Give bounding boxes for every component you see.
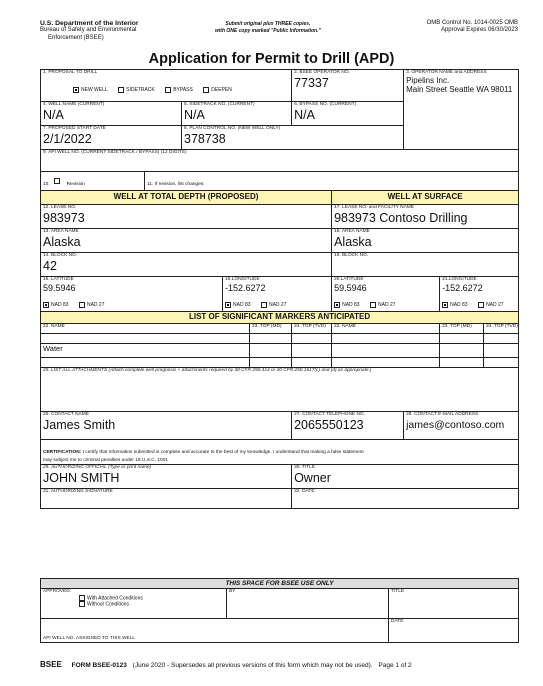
contact-email-label: 28. CONTACT E-MAIL ADDRESS <box>406 412 479 417</box>
surface-lease-value: 983973 Contoso Drilling <box>334 211 468 225</box>
marker-tvd-cell[interactable] <box>484 358 519 368</box>
attachments-cell[interactable] <box>41 368 519 412</box>
checkbox-new-well[interactable] <box>73 87 79 93</box>
api-well-label: 9. API WELL NO. (CURRENT SIDETRACK / BYPASS) (12 DIGITS) <box>43 150 187 155</box>
markers-row <box>41 344 519 358</box>
well-name-value: N/A <box>43 108 64 122</box>
well-name-label: 4. WELL NAME (CURRENT) <box>43 102 105 107</box>
certification-label: CERTIFICATION: <box>43 450 82 455</box>
marker-name-cell[interactable] <box>41 358 250 368</box>
surface-lon-nad27[interactable]: NAD 27 <box>478 302 504 308</box>
checkbox-sidetrack[interactable] <box>118 87 124 93</box>
markers-col-tvd-2: 24. TOP (TVD) <box>484 324 519 334</box>
operator-no-label: 2. BSEE OPERATOR NO. <box>294 70 350 75</box>
surface-longitude-cell[interactable] <box>440 277 519 312</box>
plan-control-value: 378738 <box>184 132 226 146</box>
proposal-cell <box>41 70 292 102</box>
submit-instructions <box>215 21 321 36</box>
depth-lat-nad27[interactable]: NAD 27 <box>79 302 105 308</box>
depth-area-label: 13. AREA NAME <box>43 229 79 234</box>
approved-cell <box>41 589 227 619</box>
attachments-label: 25. LIST ALL ATTACHMENTS (Attach complete well prognosis + attachments required by 30 CFR 250.414 or 30 CFR 250.1617(c) and (d) as appropriate.) <box>43 368 372 373</box>
official-title-value: Owner <box>294 471 331 485</box>
well-name-cell[interactable] <box>41 102 182 126</box>
surface-area-cell[interactable] <box>332 229 519 253</box>
surface-latitude-cell[interactable] <box>332 277 440 312</box>
surface-lat-nad83[interactable]: NAD 83 <box>334 302 360 308</box>
surface-section-title: WELL AT SURFACE <box>332 191 519 205</box>
depth-block-cell[interactable] <box>41 253 332 277</box>
submit-line-1: Submit original plus THREE copies, <box>225 21 311 27</box>
marker-name-cell[interactable] <box>41 334 250 344</box>
footer <box>40 660 412 669</box>
operator-name-cell[interactable] <box>404 70 519 150</box>
approval-expires: Approval Expires 06/30/2023 <box>440 27 518 34</box>
contact-phone-cell[interactable] <box>292 412 404 440</box>
bypass-no-label: 6. BYPASS NO. (CURRENT) <box>294 102 357 107</box>
footer-form: FORM BSEE-0123 <box>71 662 127 669</box>
marker-tvd-cell[interactable] <box>484 344 519 358</box>
marker-name-cell[interactable] <box>332 334 440 344</box>
official-name-cell[interactable] <box>41 465 292 489</box>
certification-cell <box>41 440 519 465</box>
marker-name-cell[interactable] <box>332 358 440 368</box>
marker-md-cell[interactable] <box>250 358 292 368</box>
depth-block-label: 14. BLOCK NO. <box>43 253 78 258</box>
by-cell[interactable] <box>227 589 389 619</box>
sidetrack-no-label: 5. SIDETRACK NO. (CURRENT) <box>184 102 255 107</box>
surface-lease-label: 17. LEASE NO. and FACILITY NAME <box>334 205 414 210</box>
depth-longitude-label: 16.LONGITUDE <box>225 277 260 282</box>
bsee-date-label: DATE <box>391 619 404 624</box>
markers-col-md-1: 23. TOP (MD) <box>250 324 292 334</box>
revision-changes-label: 11. If revision, list changes: <box>147 182 205 187</box>
sidetrack-no-cell[interactable] <box>182 102 292 126</box>
bureau-line-1: Bureau of Safety and Environmental <box>40 27 137 34</box>
operator-no-value: 77337 <box>294 76 329 90</box>
option-sidetrack[interactable]: SIDETRACK <box>118 87 155 93</box>
surface-latitude-label: 20.LATITUDE <box>334 277 364 282</box>
proposal-label: 1. PROPOSAL TO DRILL <box>43 70 98 75</box>
certification-text: CERTIFICATION: I certify that information submitted is complete and accurate to the best of my knowledge. I understand that making a false statement <box>43 450 364 455</box>
contact-name-label: 26. CONTACT NAME <box>43 412 89 417</box>
date-label: 32. DATE <box>294 489 315 494</box>
contact-name-cell[interactable] <box>41 412 292 440</box>
contact-email-cell[interactable] <box>404 412 519 440</box>
form-title: Application for Permit to Drill (APD) <box>148 51 395 67</box>
surface-area-value: Alaska <box>334 235 372 249</box>
depth-latitude-cell[interactable] <box>41 277 223 312</box>
bypass-no-value: N/A <box>294 108 315 122</box>
apd-form <box>40 69 519 509</box>
checkbox-deepen[interactable] <box>203 87 209 93</box>
start-date-label: 7. PROPOSED START DATE <box>43 126 106 131</box>
marker-name-cell[interactable] <box>332 344 440 358</box>
markers-col-tvd-1: 24. TOP (TVD) <box>292 324 332 334</box>
date-cell[interactable] <box>292 489 519 509</box>
agency-header <box>40 20 139 42</box>
markers-section-title: LIST OF SIGNIFICANT MARKERS ANTICIPATED <box>41 312 519 324</box>
depth-lon-nad83[interactable]: NAD 83 <box>225 302 251 308</box>
depth-longitude-value: -152.6272 <box>225 283 266 293</box>
revision-option: Revision <box>66 182 85 187</box>
plan-control-label: 8. PLAN CONTROL NO. (NEW WELL ONLY) <box>184 126 281 131</box>
api-assigned-label: API WELL NO. ASSIGNED TO THIS WELL <box>43 636 136 641</box>
by-label: BY <box>229 589 236 594</box>
approved-label: APPROVED: <box>43 589 71 594</box>
markers-col-md-2: 23. TOP (MD) <box>440 324 484 334</box>
depth-area-value: Alaska <box>43 235 81 249</box>
bsee-title-label: TITLE <box>391 589 405 594</box>
bsee-use-title: THIS SPACE FOR BSEE USE ONLY <box>41 579 519 589</box>
bypass-no-cell[interactable] <box>292 102 404 126</box>
depth-lease-label: 12. LEASE NO. <box>43 205 77 210</box>
marker-md-cell[interactable] <box>440 334 484 344</box>
contact-name-value: James Smith <box>43 418 116 432</box>
operator-name-value: Pipelins Inc. <box>406 76 450 85</box>
option-bypass[interactable]: BYPASS <box>165 87 193 93</box>
contact-email-value: james@contoso.com <box>406 419 505 431</box>
marker-name-cell[interactable] <box>41 344 250 358</box>
start-date-cell[interactable] <box>41 126 182 150</box>
operator-address-value: Main Street Seattle WA 98011 <box>406 85 513 94</box>
marker-md-cell[interactable] <box>250 334 292 344</box>
surface-lat-nad27[interactable]: NAD 27 <box>370 302 396 308</box>
official-title-label: 30. TITLE <box>294 465 316 470</box>
depth-longitude-cell[interactable] <box>223 277 332 312</box>
omb-control: OMB Control No. 1014-0025 OMB <box>426 20 518 26</box>
checkbox-bypass[interactable] <box>165 87 171 93</box>
bureau-line-2: Enforcement (BSEE) <box>48 34 104 41</box>
surface-lon-nad83[interactable]: NAD 83 <box>442 302 468 308</box>
submit-line-2: with ONE copy marked "Public Information." <box>215 28 321 35</box>
depth-latitude-label: 15. LATITUDE <box>43 277 74 282</box>
contact-phone-label: 27. CONTACT TELEPHONE NO. <box>294 412 365 417</box>
markers-col-name-2: 22. NAME <box>332 324 440 334</box>
markers-col-name-1: 22. NAME <box>41 324 250 334</box>
option-deepen[interactable]: DEEPEN <box>203 87 232 93</box>
depth-block-value: 42 <box>43 259 57 273</box>
signature-cell[interactable] <box>41 489 292 509</box>
surface-lease-cell[interactable] <box>332 205 519 229</box>
surface-longitude-value: -152.6272 <box>442 283 483 293</box>
official-title-cell[interactable] <box>292 465 519 489</box>
operator-name-label: 3. OPERATOR NAME and ADDRESS <box>406 70 487 75</box>
official-name-value: JOHN SMITH <box>43 471 120 485</box>
surface-longitude-label: 21.LONGITUDE <box>442 277 477 282</box>
checkbox-revision[interactable] <box>54 178 60 184</box>
depth-lat-nad83[interactable]: NAD 83 <box>43 302 69 308</box>
bsee-title-cell[interactable] <box>389 589 519 619</box>
depth-lon-nad27[interactable]: NAD 27 <box>261 302 287 308</box>
omb-block <box>427 20 518 35</box>
plan-control-cell[interactable] <box>182 126 404 150</box>
api-well-cell[interactable] <box>41 150 519 172</box>
depth-lease-cell[interactable] <box>41 205 332 229</box>
sidetrack-no-value: N/A <box>184 108 205 122</box>
depth-latitude-value: 59.5946 <box>43 283 76 293</box>
surface-latitude-value: 59.5946 <box>334 283 367 293</box>
official-name-label: 29. AUTHORIZING OFFICIAL (Type or print name) <box>43 465 152 470</box>
option-new-well[interactable]: NEW WELL <box>73 87 108 93</box>
revision-cell <box>41 172 145 191</box>
footer-agency: BSEE <box>40 660 62 669</box>
marker-tvd-cell[interactable] <box>292 334 332 344</box>
marker-md-cell[interactable] <box>250 344 292 358</box>
surface-block-cell[interactable] <box>332 253 519 277</box>
bsee-use-section <box>40 578 519 643</box>
start-date-value: 2/1/2022 <box>43 132 92 146</box>
signature-label: 31. AUTHORIZING SIGNATURE <box>43 489 113 494</box>
markers-row <box>41 358 519 368</box>
marker-md-cell[interactable] <box>440 344 484 358</box>
operator-no-cell[interactable] <box>292 70 404 102</box>
marker-tvd-cell[interactable] <box>484 334 519 344</box>
depth-lease-value: 983973 <box>43 211 85 225</box>
marker-name-value: Water <box>43 344 63 353</box>
marker-tvd-cell[interactable] <box>292 344 332 358</box>
certification-text-2: may subject me to criminal penalties under 18 U.S.C. 1001 <box>43 458 169 463</box>
marker-tvd-cell[interactable] <box>292 358 332 368</box>
revision-label: 10. <box>43 182 50 187</box>
api-assigned-cell[interactable] <box>41 619 389 643</box>
markers-row <box>41 334 519 344</box>
footer-note: (June 2020 - Supersedes all previous versions of this form which may not be used). <box>132 662 373 669</box>
contact-phone-value: 2065550123 <box>294 418 364 432</box>
footer-page: Page 1 of 2 <box>378 662 412 669</box>
agency-name: U.S. Department of the Interior <box>40 20 139 27</box>
surface-area-label: 18. AREA NAME <box>334 229 370 234</box>
option-without-conditions[interactable]: Without Conditions <box>79 601 218 607</box>
depth-section-title: WELL AT TOTAL DEPTH (PROPOSED) <box>41 191 332 205</box>
revision-changes-cell[interactable] <box>145 172 519 191</box>
bsee-date-cell[interactable] <box>389 619 519 643</box>
option-with-conditions[interactable]: With Attached Conditions <box>79 595 218 601</box>
depth-area-cell[interactable] <box>41 229 332 253</box>
surface-block-label: 19. BLOCK NO. <box>334 253 369 258</box>
marker-md-cell[interactable] <box>440 358 484 368</box>
